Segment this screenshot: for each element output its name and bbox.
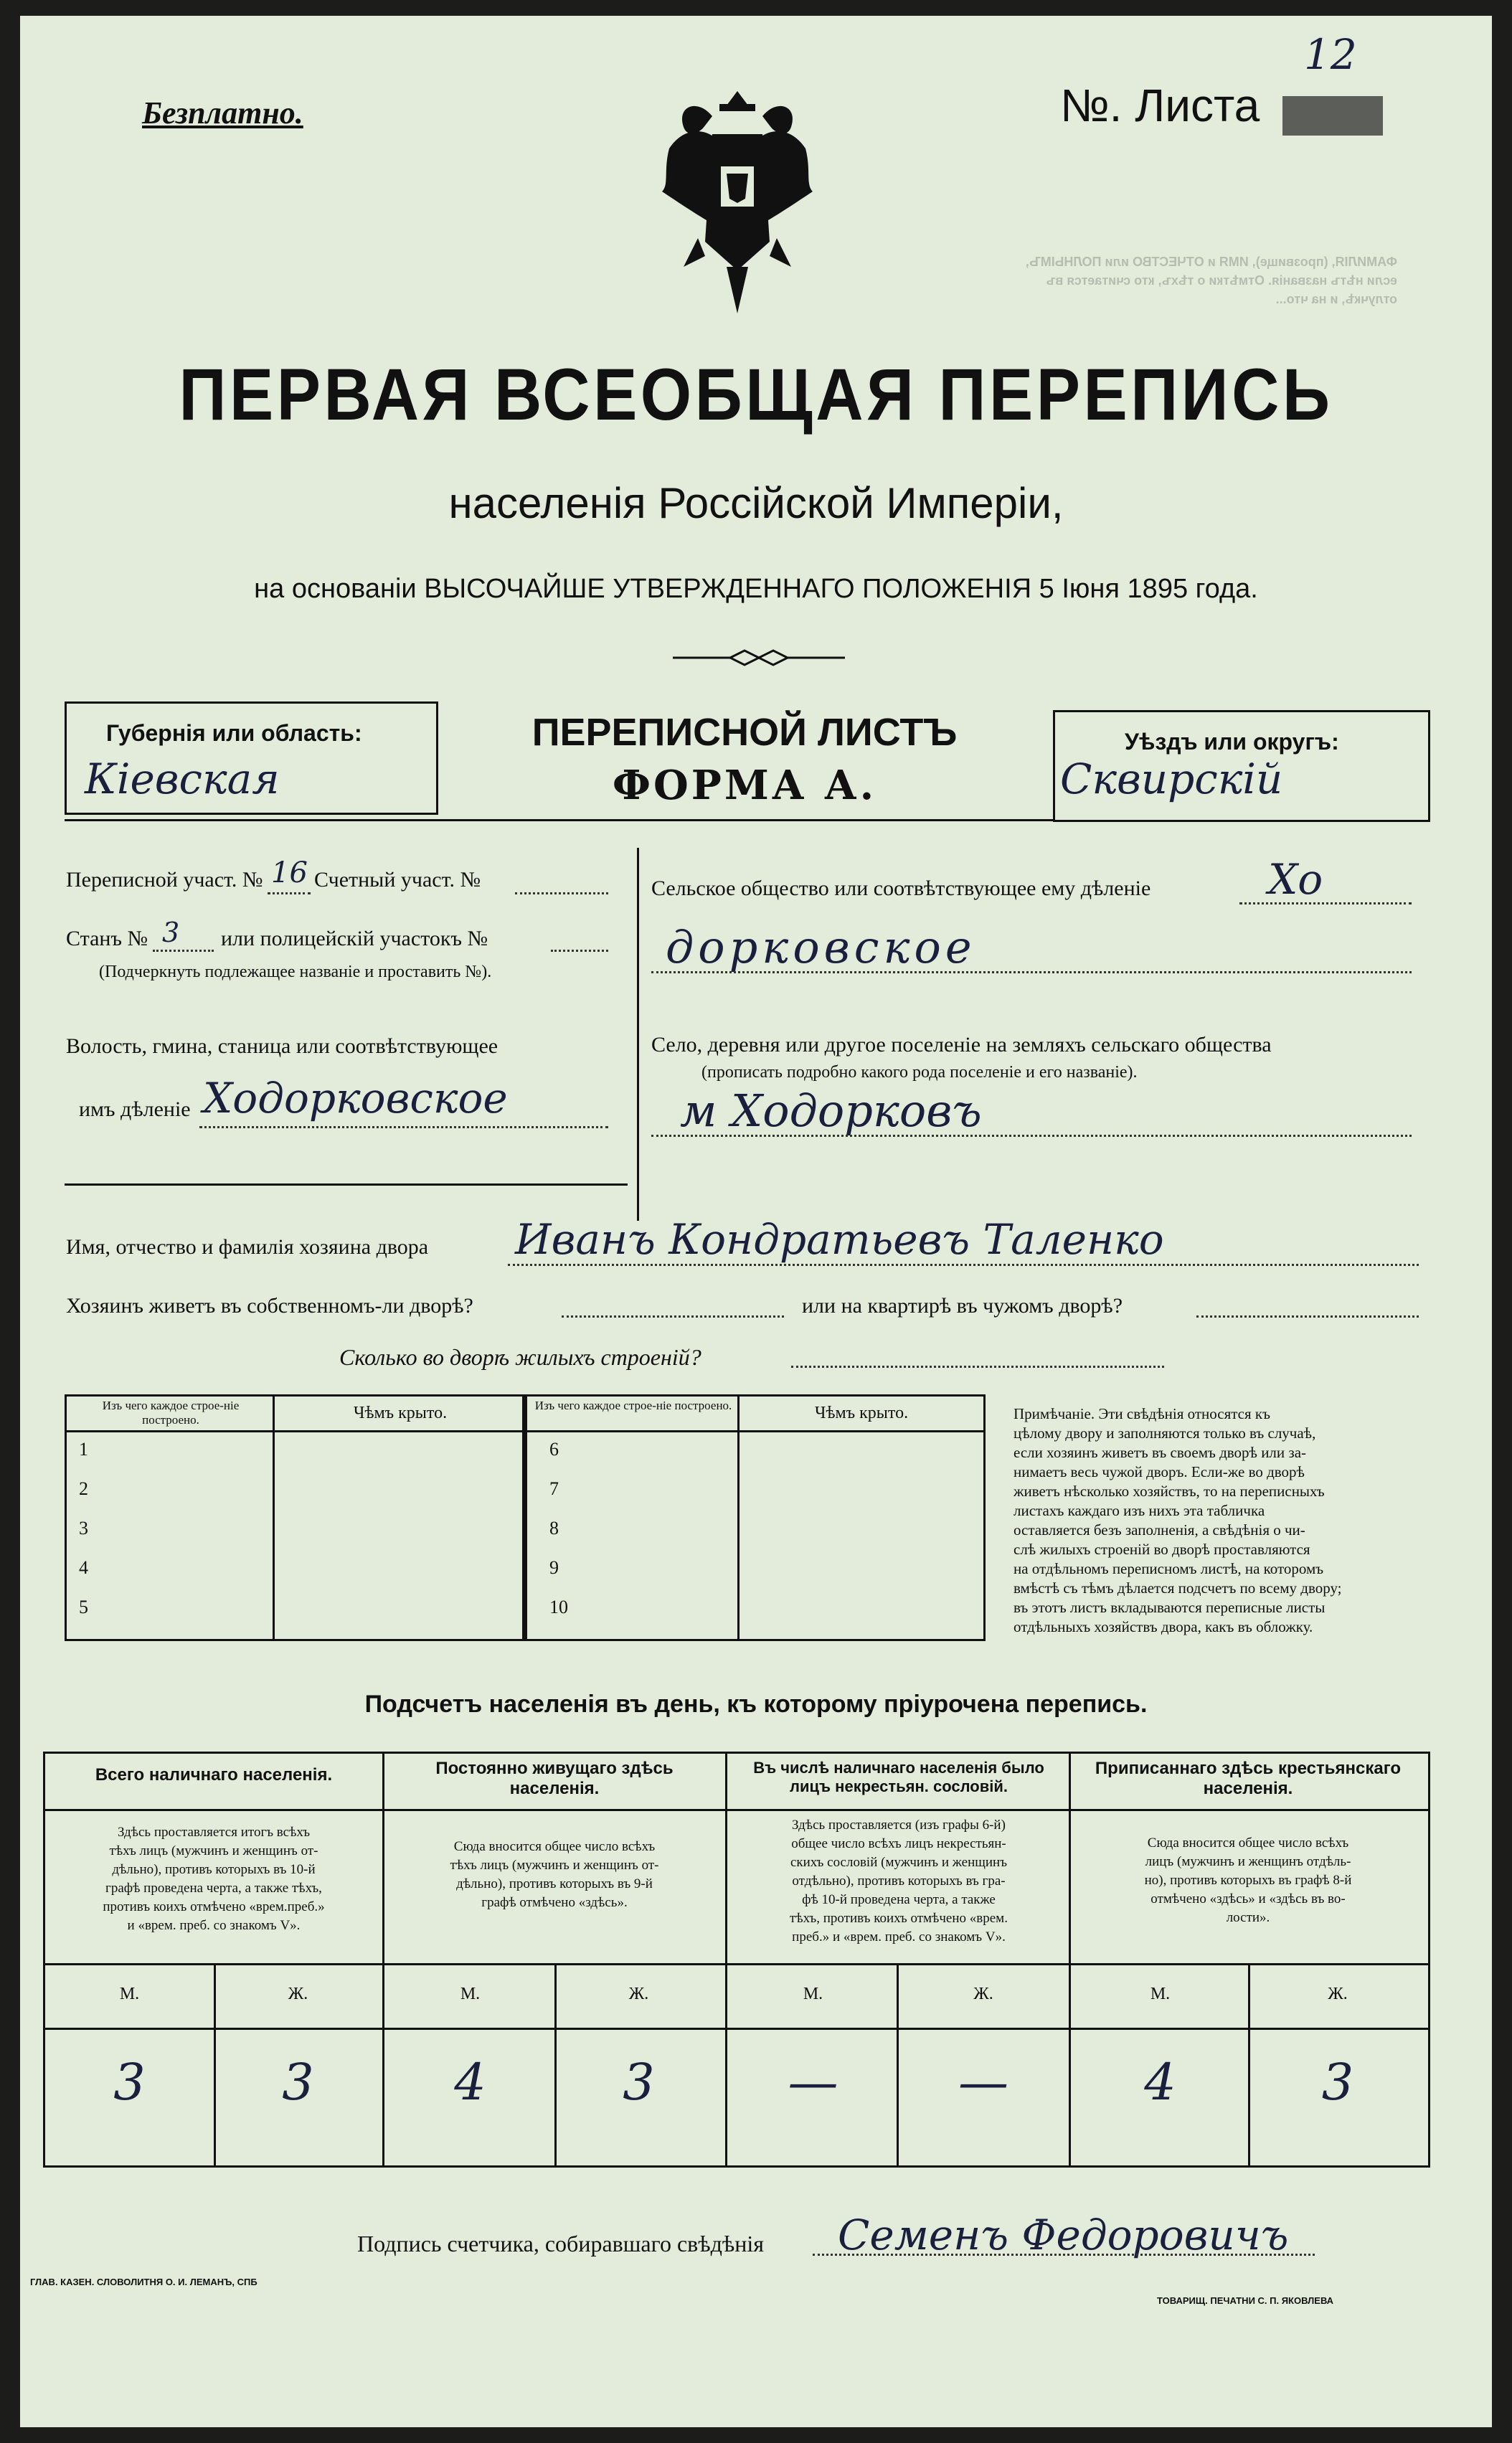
left-fields-bottom-rule [65,1183,628,1186]
note-block [1013,1404,1437,1637]
uezd-value[interactable]: Сквирскій [1060,755,1283,803]
apartment-label: или на квартирѣ въ чужомъ дворѣ? [802,1294,1123,1318]
gubernia-value[interactable]: Кіевская [85,755,280,803]
population-col-desc [1076,1834,1420,1927]
population-desc-line: противъ коихъ отмѣчено «врем.преб.» [103,1899,325,1914]
buildings-row-number: 9 [549,1557,559,1578]
page-title: ПЕРВАЯ ВСЕОБЩАЯ ПЕРЕПИСЬ [179,354,1333,435]
signature-line [813,2254,1315,2256]
population-desc-line: тѣхъ лицъ (мужчинъ и женщинъ от- [109,1843,318,1858]
police-line [551,950,608,952]
population-desc-line: но), противъ которыхъ въ графѣ 8-й [1144,1873,1352,1888]
note-line: цѣлому двору и заполняются только въ случаѣ, [1013,1424,1316,1442]
form-header-baseline [65,819,1054,821]
note-line: листахъ каждаго изъ нихъ эта табличка [1013,1502,1265,1519]
village-line [651,1135,1412,1137]
buildings-row-number: 7 [549,1478,559,1499]
population-mf-rule [43,2028,1428,2030]
population-desc-line: графѣ проведена черта, а также тѣхъ, [105,1881,322,1896]
community-line-2 [651,971,1412,973]
population-male-label: М. [1150,1985,1171,2003]
apartment-line [1196,1315,1419,1318]
population-desc-line: Сюда вносится общее число всѣхъ [453,1839,656,1854]
sheet-number-label: №. Листа [1060,80,1260,131]
stan-value[interactable]: 3 [162,917,180,948]
census-district-value[interactable]: 16 [271,856,308,889]
population-male-label: М. [119,1985,140,2003]
population-male-value[interactable]: 3 [113,2053,146,2112]
population-desc-line: дѣльно), противъ которыхъ въ 9-й [456,1876,653,1891]
note-line: живетъ нѣсколько хозяйствъ, то на переписныхъ [1013,1483,1325,1500]
population-desc-line: отдѣльно), противъ которыхъ въ гра- [792,1873,1006,1889]
legal-basis: на основаніи ВЫСОЧАЙШЕ УТВЕРЖДЕННАГО ПОЛОЖЕНІЯ 5 Іюня 1895 года. [254,574,1258,604]
buildings-header-rule [65,1430,983,1432]
owner-name-line [508,1264,1419,1266]
population-col-rule [725,1752,727,2165]
printer-left: ГЛАВ. КАЗЕН. СЛОВОЛИТНЯ О. И. ЛЕМАНЪ, СПБ [30,2277,257,2287]
population-desc-line: тѣхъ, противъ коихъ отмѣчено «врем. [790,1911,1008,1926]
population-female-label: Ж. [973,1985,993,2003]
volost-label-2: имъ дѣленіе [79,1097,191,1121]
population-desc-line: отмѣчено «здѣсь» и «здѣсь въ во- [1150,1891,1346,1906]
population-col-desc [732,1816,1065,1947]
community-line-1 [1239,902,1412,904]
population-male-value[interactable]: 4 [1144,2053,1176,2112]
community-value-1[interactable]: Хо [1268,855,1323,904]
population-col-desc [49,1823,379,1935]
note-line: оставляется безъ заполненія, а свѣдѣнія о чи- [1013,1521,1305,1539]
community-value-2[interactable]: дорковское [666,921,976,973]
note-line: въ этотъ листъ вкладываются переписные листы [1013,1599,1326,1616]
page-subtitle: населенія Россійской Имперіи, [448,479,1064,527]
buildings-row-number: 3 [79,1518,88,1539]
population-female-value[interactable]: 3 [1321,2053,1354,2112]
fields-divider [637,848,639,1221]
ornament-divider [673,647,845,668]
note-line: нимаетъ весь чужой дворъ. Если-же во дворѣ [1013,1463,1305,1480]
population-header-rule [43,1809,1428,1811]
gubernia-label: Губернія или область: [106,720,362,746]
population-col-header: Всего наличнаго населенія. [95,1765,333,1785]
note-line: Примѣчаніе. Эти свѣдѣнія относятся къ [1013,1405,1270,1422]
population-mf-split [214,1965,216,2165]
sheet-number-stamp [1282,96,1383,136]
population-desc-line: Здѣсь проставляется итогъ всѣхъ [117,1825,311,1840]
note-line: слѣ жилыхъ строеній во дворѣ проставляются [1013,1541,1310,1558]
stan-line [153,950,214,952]
village-label: Село, деревня или другое поселеніе на земляхъ сельскаго общества [651,1033,1272,1057]
census-district-line [268,892,311,894]
population-desc-line: графѣ отмѣчено «здѣсь». [481,1895,628,1910]
population-title: Подсчетъ населенія въ день, къ которому пріурочена перепись. [364,1691,1148,1718]
population-desc-line: фѣ 10-й проведена черта, а также [802,1892,996,1907]
free-label: Безплатно. [142,95,303,131]
buildings-col-material-right: Изъ чего каждое строе-ніе построено. [534,1399,732,1412]
buildings-label: Сколько во дворѣ жилыхъ строеній? [339,1344,701,1370]
population-desc-line: тѣхъ лицъ (мужчинъ и женщинъ от- [450,1858,659,1873]
census-district-label: Переписной участ. № [66,868,263,892]
population-desc-line: лости». [1226,1910,1270,1925]
population-desc-line: Здѣсь проставляется (изъ графы 6-й) [792,1818,1006,1833]
uezd-label: Уѣздъ или округъ: [1125,729,1339,755]
imperial-eagle-emblem [655,84,820,321]
buildings-col-roof-left: Чѣмъ крыто. [353,1404,448,1422]
population-col-rule [1069,1752,1071,2165]
note-line: вмѣстѣ съ тѣмъ дѣлается подсчетъ по всему двору; [1013,1579,1342,1597]
population-male-value[interactable]: 4 [454,2053,486,2112]
population-desc-line: дѣльно), противъ которыхъ въ 10-й [112,1862,316,1877]
population-female-label: Ж. [1328,1985,1348,2003]
village-value[interactable]: м Ходорковъ [680,1085,982,1137]
buildings-row-number: 8 [549,1518,559,1539]
sheet-number-value: 12 [1304,30,1357,79]
buildings-row-number: 4 [79,1557,88,1578]
buildings-row-number: 2 [79,1478,88,1499]
volost-line [199,1126,608,1128]
buildings-row-number: 6 [549,1439,559,1460]
population-desc-line: и «врем. преб. со знакомъ V». [127,1918,301,1933]
population-female-label: Ж. [628,1985,649,2003]
counting-district-line [515,892,608,894]
buildings-row-number: 10 [549,1597,568,1617]
signature-value[interactable]: Семенъ Федоровичъ [838,2211,1289,2259]
buildings-col-material-left: Изъ чего каждое строе-ніе построено. [102,1399,240,1427]
population-female-value[interactable]: — [958,2053,1008,2112]
population-mf-split [897,1965,899,2165]
form-title: ПЕРЕПИСНОЙ ЛИСТЪ [531,711,958,754]
population-desc-line: скихъ сословій (мужчинъ и женщинъ [790,1855,1008,1870]
residence-label: Хозяинъ живетъ въ собственномъ-ли дворѣ? [66,1294,473,1318]
volost-label: Волость, гмина, станица или соотвѣтствующее [66,1034,499,1058]
form-name: ФОРМА А. [612,762,877,809]
census-sheet [20,16,1492,2427]
population-col-header: Въ числѣ наличнаго населенія было лицъ некрестьян. сословій. [753,1759,1044,1795]
bleed-through-text: ФАМИЛІЯ, (прозвище), ИМЯ и ОТЧЕСТВО или ПОЛНЫМЪ, если нѣтъ названія. Отмѣтки о тѣхъ, кто считается въ отлучкѣ, и на что... [1026,255,1397,306]
population-desc-line: преб.» и «врем. преб. со знакомъ V». [792,1929,1006,1945]
population-desc-line: лицъ (мужчинъ и женщинъ отдѣль- [1145,1854,1351,1869]
underline-note: (Подчеркнуть подлежащее названіе и проставить №). [99,963,492,981]
population-female-value[interactable]: 3 [282,2053,314,2112]
population-col-header: Постоянно живущаго здѣсь населенія. [435,1759,674,1798]
population-male-label: М. [460,1985,481,2003]
population-mf-split [554,1965,557,2165]
counting-district-label: Счетный участ. № [314,868,481,892]
note-line: отдѣльныхъ хозяйствъ двора, какъ въ обложку. [1013,1618,1313,1635]
population-mf-split [1248,1965,1250,2165]
population-male-value[interactable]: — [788,2053,838,2112]
population-female-value[interactable]: 3 [623,2053,655,2112]
population-col-rule [382,1752,384,2165]
note-line: если хозяинъ живетъ въ своемъ дворѣ или за- [1013,1444,1307,1461]
population-col-header: Приписаннаго здѣсь крестьянскаго населенія. [1095,1759,1402,1798]
residence-line [562,1315,784,1318]
population-desc-rule [43,1963,1428,1965]
note-line: на отдѣльномъ переписномъ листѣ, на которомъ [1013,1560,1324,1577]
population-female-label: Ж. [288,1985,308,2003]
signature-label: Подпись счетчика, собиравшаго свѣдѣнія [357,2231,765,2257]
printer-right: ТОВАРИЩ. ПЕЧАТНИ С. П. ЯКОВЛЕВА [1157,2295,1334,2306]
owner-name-label: Имя, отчество и фамилія хозяина двора [66,1235,429,1259]
police-label: или полицейскій участокъ № [221,927,488,950]
population-male-label: М. [803,1985,823,2003]
buildings-row-number: 5 [79,1597,88,1617]
population-desc-line: Сюда вносится общее число всѣхъ [1147,1835,1349,1851]
population-col-desc [389,1838,719,1912]
population-desc-line: общее число всѣхъ лицъ некрестьян- [791,1836,1006,1851]
buildings-col-roof-right: Чѣмъ крыто. [814,1404,909,1422]
owner-name-value[interactable]: Иванъ Кондратьевъ Таленко [515,1215,1164,1264]
stan-label: Станъ № [66,927,148,950]
buildings-line [791,1366,1164,1368]
buildings-row-number: 1 [79,1439,88,1460]
volost-value[interactable]: Ходорковское [203,1074,508,1123]
village-note: (прописать подробно какого рода поселеніе и его названіе). [701,1063,1138,1082]
community-label: Сельское общество или соотвѣтствующее ему дѣленіе [651,876,1151,900]
